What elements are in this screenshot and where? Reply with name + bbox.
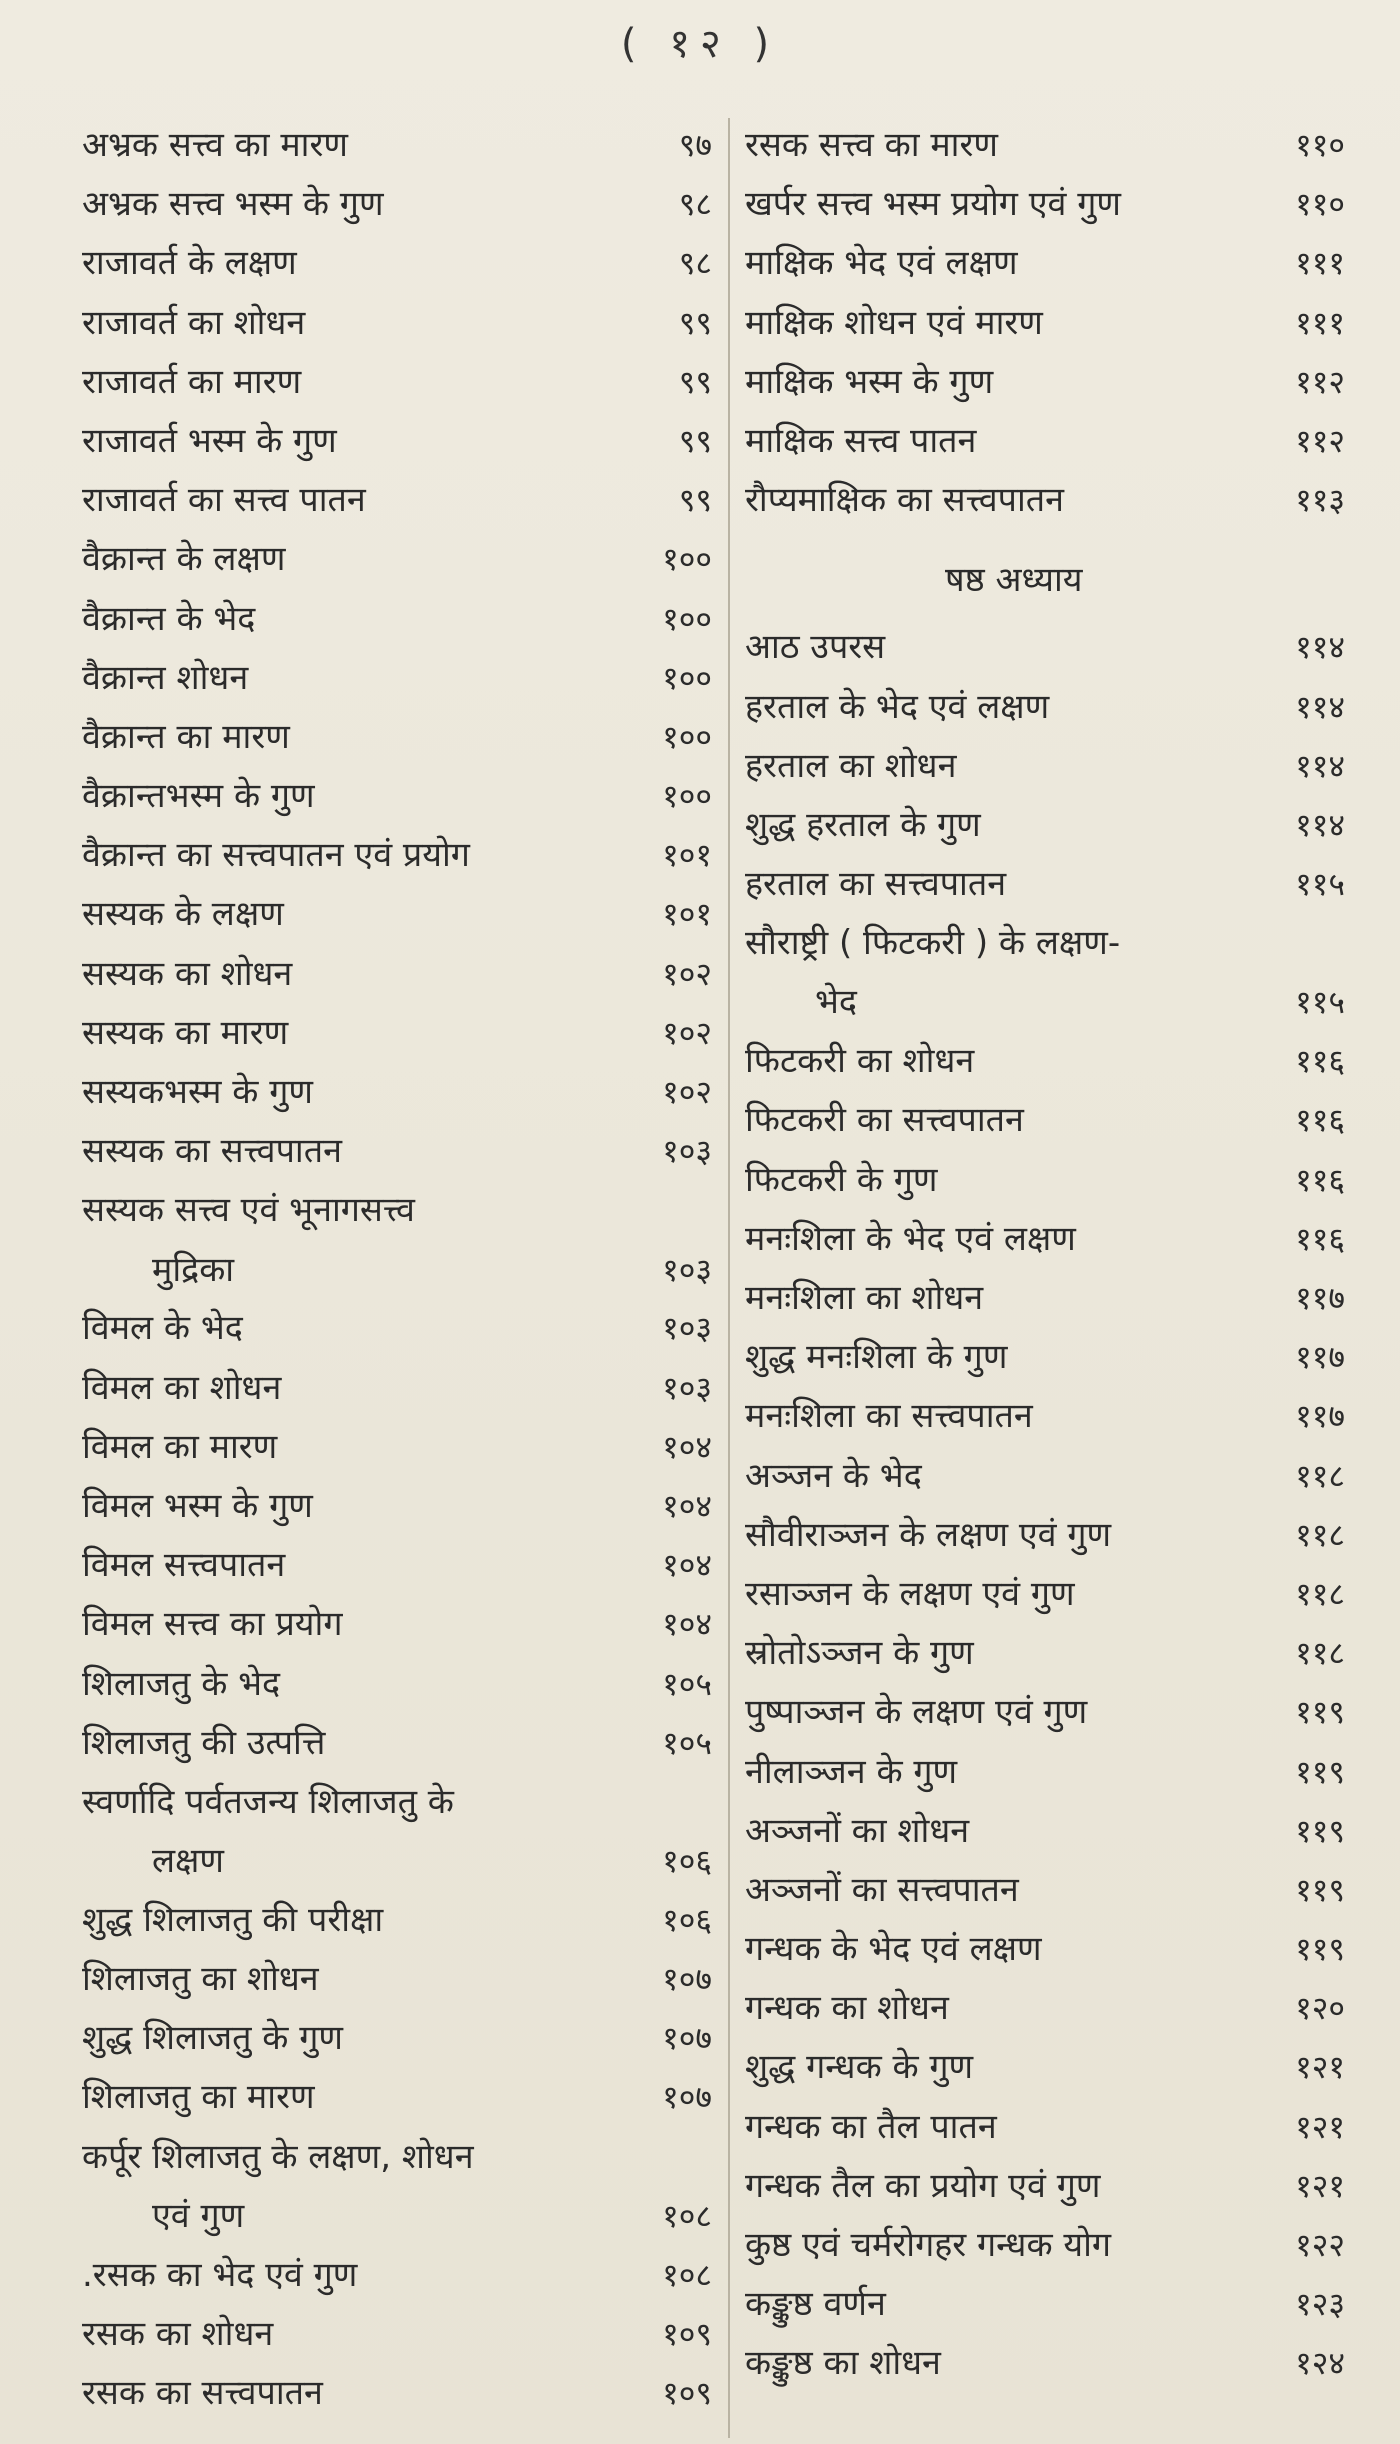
toc-entry [745,2216,1345,2275]
entry-page-number: १०० [662,777,712,816]
entry-title: मनःशिला के भेद एवं लक्षण [745,1218,1076,1259]
entry-page-number: ११७ [1295,1279,1345,1317]
toc-right-list-top [745,116,1345,530]
entry-page-number: १०४ [662,1546,712,1585]
toc-entry [82,1655,712,1714]
toc-entry [745,1506,1345,1565]
entry-title: सस्यक का सत्त्वपातन [82,1131,342,1172]
entry-page-number: ११० [1295,185,1345,224]
entry-page-number: ११० [1295,126,1345,164]
toc-entry [82,1950,712,2009]
entry-page-number: ११६ [1295,1219,1345,1258]
entry-title: गन्धक का तैल पातन [745,2106,997,2147]
entry-title: माक्षिक शोधन एवं मारण [745,302,1043,343]
entry-page-number: १०३ [662,1309,712,1348]
entry-page-number: ११५ [1295,865,1345,904]
toc-entry [745,1269,1345,1328]
entry-page-number: १०७ [662,2019,712,2058]
toc-entry [82,116,712,175]
entry-title: शिलाजतु के भेद [82,1663,281,1704]
toc-entry [82,1299,712,1358]
page-number: ( १२ ) [620,21,780,67]
entry-page-number: १२१ [1295,2048,1345,2087]
entry-page-number: ९७ [678,126,712,164]
toc-entry [82,2068,712,2127]
entry-title: शिलाजतु की उत्पत्ति [82,1722,326,1763]
entry-title: शुद्ध हरताल के गुण [745,804,981,845]
entry-title: विमल सत्त्व का प्रयोग [82,1604,343,1645]
toc-entry [82,590,712,649]
column-divider [728,118,730,2438]
entry-title: .रसक का भेद एवं गुण [82,2254,358,2295]
toc-entry [82,1891,712,1950]
entry-page-number: १०५ [662,1723,712,1762]
entry-title: आठ उपरस [745,627,886,668]
entry-page-number: १२२ [1295,2226,1345,2264]
entry-page-number: ११३ [1295,481,1345,520]
toc-entry [745,1979,1345,2038]
entry-title: हरताल का सत्त्वपातन [745,864,1007,905]
entry-title-continuation: लक्षण [152,1841,225,1882]
entry-page-number: १०९ [662,2314,712,2353]
entry-page-number: ९८ [678,244,712,283]
entry-title: विमल भस्म के गुण [82,1485,313,1526]
entry-title-continuation: भेद [815,982,857,1023]
entry-title: विमल सत्त्वपातन [82,1545,286,1586]
entry-page-number: ११२ [1295,421,1345,460]
entry-title: विमल के भेद [82,1308,243,1349]
toc-entry [82,1063,712,1122]
toc-entry [745,1802,1345,1861]
entry-page-number: १०० [662,658,712,697]
toc-entry [745,1683,1345,1742]
entry-title: रौप्यमाक्षिक का सत्त्वपातन [745,480,1065,521]
toc-entry [745,1565,1345,1624]
entry-title: राजावर्त के लक्षण [82,243,297,284]
entry-title: फिटकरी का शोधन [745,1041,975,1082]
entry-title: शिलाजतु का मारण [82,2077,315,2118]
entry-page-number: ११९ [1295,1752,1345,1791]
toc-entry [745,412,1345,471]
toc-entry [745,2098,1345,2157]
entry-page-number: ९९ [678,303,712,342]
toc-entry [745,2038,1345,2097]
entry-title: रसक का शोधन [82,2313,274,2354]
toc-entry [745,2275,1345,2334]
entry-title: गन्धक तैल का प्रयोग एवं गुण [745,2165,1101,2206]
entry-page-number: १०१ [662,836,712,875]
entry-page-number: १०५ [662,1664,712,1703]
entry-title: स्रोतोऽञ्जन के गुण [745,1633,974,1674]
entry-title: शुद्ध शिलाजतु के गुण [82,2018,343,2059]
toc-entry [82,885,712,944]
entry-page-number: १०० [662,717,712,756]
toc-entry [82,2009,712,2068]
entry-title: नीलाञ्जन के गुण [745,1751,958,1792]
entry-page-number: ११२ [1295,362,1345,401]
entry-page-number: १०८ [662,2255,712,2294]
entry-page-number: १०२ [662,954,712,993]
entry-title: राजावर्त का शोधन [82,302,306,343]
entry-page-number: १०८ [662,2196,712,2235]
entry-title: सस्यकभस्म के गुण [82,1072,313,1112]
toc-entry [82,175,712,234]
toc-entry [745,618,1345,677]
entry-page-number: ९९ [678,421,712,460]
entry-title: सौवीराञ्जन के लक्षण एवं गुण [745,1514,1112,1555]
entry-title: कर्पूर शिलाजतु के लक्षण, शोधन [82,2136,474,2177]
entry-title: फिटकरी के गुण [745,1159,938,1200]
entry-page-number: ११९ [1295,1930,1345,1969]
toc-entry [745,678,1345,737]
entry-title: राजावर्त भस्म के गुण [82,420,337,461]
toc-entry [82,1359,712,1418]
entry-page-number: ११६ [1295,1101,1345,1140]
entry-title: शुद्ध मनःशिला के गुण [745,1337,1008,1378]
entry-page-number: १११ [1295,303,1345,342]
toc-entry [82,1714,712,1773]
entry-title: रसाञ्जन के लक्षण एवं गुण [745,1573,1075,1614]
toc-right-column [745,116,1345,2394]
entry-title: सस्यक सत्त्व एवं भूनागसत्त्व [82,1190,415,1231]
entry-title: राजावर्त का मारण [82,361,302,402]
toc-entry [745,855,1345,914]
entry-page-number: ११४ [1295,628,1345,667]
toc-entry [745,353,1345,412]
toc-entry [745,294,1345,353]
toc-entry [82,530,712,589]
entry-title: कङ्कुष्ठ वर्णन [745,2284,886,2325]
entry-title: रसक का सत्त्वपातन [82,2373,323,2413]
entry-title: सौराष्ट्री ( फिटकरी ) के लक्षण- [745,923,1121,964]
toc-entry [82,708,712,767]
toc-entry [82,2246,712,2305]
toc-entry [745,796,1345,855]
toc-entry [745,1920,1345,1979]
entry-page-number: ११४ [1295,746,1345,785]
toc-entry [82,649,712,708]
entry-title: अञ्जन के भेद [745,1455,922,1496]
entry-title: शुद्ध गन्धक के गुण [745,2047,974,2088]
entry-title: माक्षिक भेद एवं लक्षण [745,243,1018,284]
toc-entry [82,1477,712,1536]
toc-entry [82,1773,712,1891]
entry-page-number: १०४ [662,1427,712,1466]
toc-entry [82,471,712,530]
toc-entry [745,1447,1345,1506]
entry-title: पुष्पाञ्जन के लक्षण एवं गुण [745,1692,1088,1733]
entry-title: फिटकरी का सत्त्वपातन [745,1100,1024,1141]
toc-left-column [82,116,712,2423]
entry-title: माक्षिक भस्म के गुण [745,361,994,402]
entry-page-number: १२१ [1295,2107,1345,2146]
toc-entry [745,1091,1345,1150]
entry-page-number: ११९ [1295,1870,1345,1909]
entry-page-number: १०० [662,599,712,638]
toc-entry [745,2157,1345,2216]
entry-page-number: ११८ [1295,1574,1345,1613]
entry-page-number: ११६ [1295,1042,1345,1081]
entry-page-number: ९९ [678,362,712,401]
entry-page-number: १०२ [662,1013,712,1052]
entry-page-number: ११५ [1295,983,1345,1022]
entry-title: विमल का शोधन [82,1367,282,1408]
entry-page-number: १२३ [1295,2285,1345,2324]
toc-entry [82,1536,712,1595]
entry-title: माक्षिक सत्त्व पातन [745,420,977,461]
toc-right-list-bottom [745,618,1345,2393]
toc-entry [82,234,712,293]
entry-title: विमल का मारण [82,1426,278,1467]
toc-entry [745,1387,1345,1446]
entry-title: मनःशिला का शोधन [745,1278,984,1318]
toc-entry [82,1122,712,1181]
entry-page-number: १०४ [662,1605,712,1644]
toc-entry [82,945,712,1004]
entry-page-number: १०२ [662,1073,712,1111]
entry-page-number: १०६ [662,1900,712,1939]
toc-entry [82,2305,712,2364]
entry-page-number: ११८ [1295,1515,1345,1554]
entry-page-number: १०९ [662,2374,712,2412]
toc-entry [82,1418,712,1477]
entry-page-number: १११ [1295,244,1345,283]
entry-title: अञ्जनों का सत्त्वपातन [745,1869,1019,1910]
chapter-heading: षष्ठ अध्याय [945,560,1083,601]
entry-page-number: १२१ [1295,2166,1345,2205]
entry-title: वैक्रान्तभस्म के गुण [82,776,315,817]
toc-entry [745,737,1345,796]
entry-page-number: १०० [662,540,712,579]
toc-entry [745,1624,1345,1683]
entry-page-number: १०७ [662,2078,712,2117]
entry-title-continuation: मुद्रिका [152,1249,235,1290]
entry-page-number: ९९ [678,481,712,520]
toc-entry [745,1328,1345,1387]
toc-entry [82,826,712,885]
entry-page-number: १०३ [662,1132,712,1171]
entry-page-number: १०३ [662,1368,712,1407]
entry-title: हरताल का शोधन [745,745,957,786]
toc-entry [82,2128,712,2246]
entry-title: वैक्रान्त के भेद [82,598,256,639]
entry-page-number: ११७ [1295,1397,1345,1436]
toc-entry [745,116,1345,175]
entry-page-number: १२० [1295,1989,1345,2028]
entry-page-number: १०३ [662,1250,712,1289]
entry-title: शुद्ध शिलाजतु की परीक्षा [82,1899,384,1940]
entry-page-number: ११४ [1295,687,1345,726]
entry-title: स्वर्णादि पर्वतजन्य शिलाजतु के [82,1781,454,1822]
entry-title: अभ्रक सत्त्व का मारण [82,125,348,165]
toc-entry [745,175,1345,234]
toc-entry [82,1595,712,1654]
toc-entry [82,1181,712,1299]
entry-title: कुष्ठ एवं चर्मरोगहर गन्धक योग [745,2225,1112,2265]
entry-title: गन्धक का शोधन [745,1988,949,2029]
toc-entry [745,2334,1345,2393]
entry-page-number: ११९ [1295,1693,1345,1732]
toc-entry [745,471,1345,530]
entry-title: गन्धक के भेद एवं लक्षण [745,1929,1042,1970]
entry-title: कङ्कुष्ठ का शोधन [745,2343,941,2384]
entry-title: सस्यक का शोधन [82,953,293,994]
entry-page-number: १०१ [662,895,712,934]
toc-entry [745,914,1345,1032]
entry-title: वैक्रान्त का सत्त्वपातन एवं प्रयोग [82,835,470,876]
toc-entry [82,767,712,826]
toc-entry [745,1861,1345,1920]
entry-title: अञ्जनों का शोधन [745,1810,970,1851]
toc-entry [82,294,712,353]
toc-entry [82,353,712,412]
entry-page-number: ११७ [1295,1338,1345,1377]
toc-entry [82,2364,712,2423]
toc-entry [745,1032,1345,1091]
entry-page-number: १०४ [662,1486,712,1525]
entry-page-number: ११८ [1295,1634,1345,1673]
entry-title: अभ्रक सत्त्व भस्म के गुण [82,184,384,225]
entry-title: हरताल के भेद एवं लक्षण [745,686,1050,727]
entry-page-number: १०६ [662,1842,712,1881]
toc-entry [82,1004,712,1063]
toc-entry [745,1743,1345,1802]
entry-title: सस्यक के लक्षण [82,894,284,935]
entry-title: रसक सत्त्व का मारण [745,125,998,165]
entry-title: शिलाजतु का शोधन [82,1959,319,2000]
toc-entry [745,1151,1345,1210]
entry-page-number: ११६ [1295,1160,1345,1199]
entry-page-number: ११४ [1295,805,1345,844]
entry-title: खर्पर सत्त्व भस्म प्रयोग एवं गुण [745,184,1121,225]
entry-title-continuation: एवं गुण [152,2195,245,2236]
entry-title: वैक्रान्त के लक्षण [82,539,286,580]
toc-entry [745,1210,1345,1269]
entry-page-number: ११८ [1295,1456,1345,1495]
entry-page-number: १२४ [1295,2344,1345,2383]
entry-title: सस्यक का मारण [82,1012,289,1053]
entry-title: मनःशिला का सत्त्वपातन [745,1396,1033,1437]
entry-page-number: ९८ [678,185,712,224]
entry-page-number: १०७ [662,1960,712,1999]
entry-title: राजावर्त का सत्त्व पातन [82,480,366,521]
entry-title: वैक्रान्त शोधन [82,657,249,698]
toc-entry [745,234,1345,293]
toc-entry [82,412,712,471]
entry-title: वैक्रान्त का मारण [82,716,290,757]
entry-page-number: ११९ [1295,1811,1345,1850]
